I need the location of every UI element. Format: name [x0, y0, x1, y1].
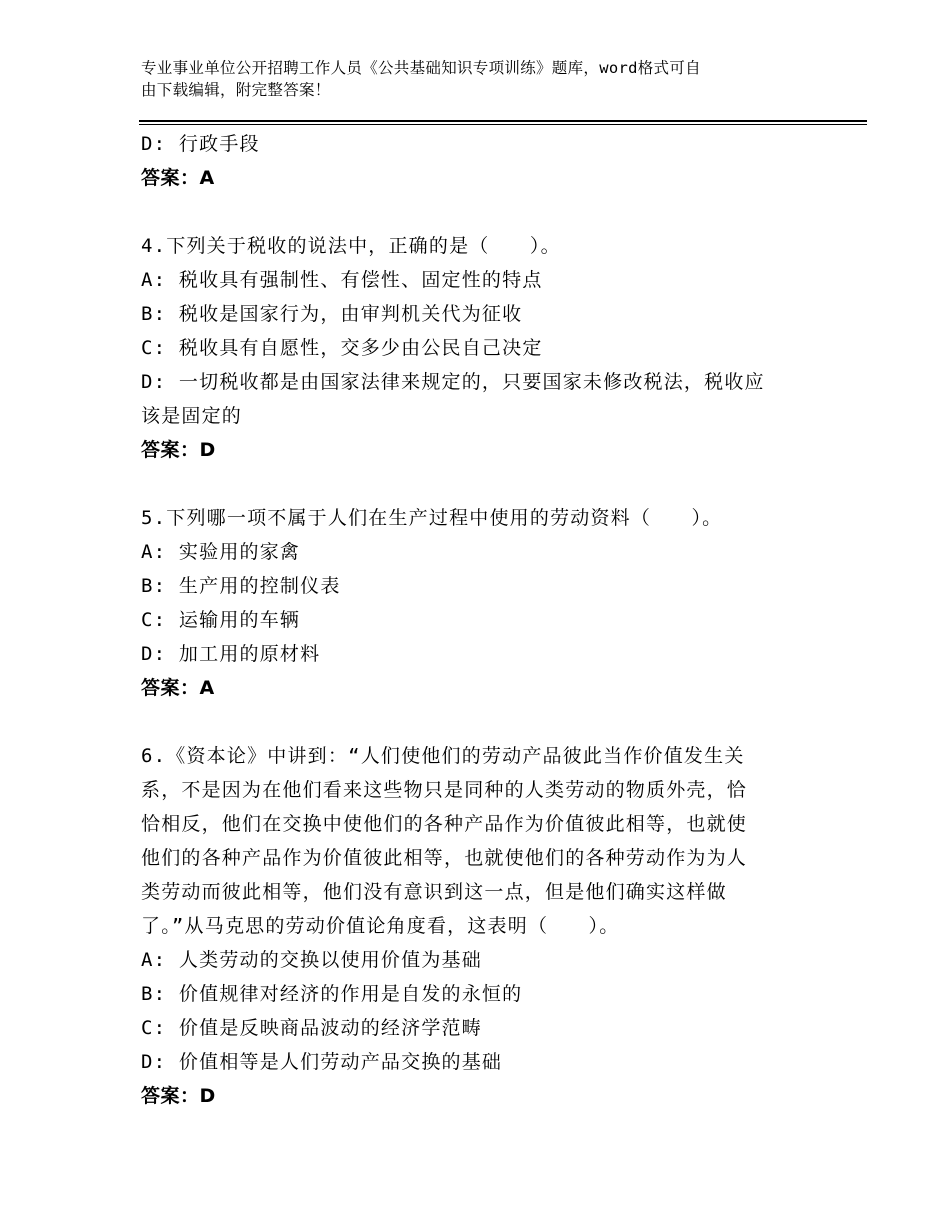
question-stem-line: 了。”从马克思的劳动价值论角度看，这表明（ ）。 — [141, 915, 620, 937]
option-line: C: 运输用的车辆 — [141, 609, 301, 631]
spacer — [141, 195, 821, 229]
answer-label: 答案：D — [141, 439, 216, 461]
question-block — [141, 501, 821, 705]
header-line-2: 由下载编辑，附完整答案！ — [141, 81, 331, 99]
option-line: A: 实验用的家禽 — [141, 541, 301, 563]
option-line: C: 价值是反映商品波动的经济学范畴 — [141, 1017, 482, 1039]
question-stem-line: 6.《资本论》中讲到：“人们使他们的劳动产品彼此当作价值发生关 — [141, 745, 745, 767]
option-line: D: 加工用的原材料 — [141, 643, 321, 665]
option-line: B: 价值规律对经济的作用是自发的永恒的 — [141, 983, 523, 1005]
option-line: D: 价值相等是人们劳动产品交换的基础 — [141, 1051, 503, 1073]
question-stem-line: 类劳动而彼此相等，他们没有意识到这一点，但是他们确实这样做 — [141, 881, 727, 903]
question-stem-line: 恰相反，他们在交换中使他们的各种产品作为价值彼此相等，也就使 — [141, 813, 748, 835]
header-rule-thick — [139, 120, 867, 122]
spacer — [141, 705, 821, 739]
answer-label: 答案：A — [141, 167, 215, 189]
option-line: A: 税收具有强制性、有偿性、固定性的特点 — [141, 269, 543, 291]
question-stem-line: 5.下列哪一项不属于人们在生产过程中使用的劳动资料（ ）。 — [141, 507, 723, 529]
option-line: B: 生产用的控制仪表 — [141, 575, 341, 597]
answer-label: 答案：D — [141, 1085, 216, 1107]
answer-label: 答案：A — [141, 677, 215, 699]
question-stem-line: 系，不是因为在他们看来这些物只是同种的人类劳动的物质外壳，恰 — [141, 779, 748, 801]
question-block — [141, 739, 821, 1113]
question-stem-line: 他们的各种产品作为价值彼此相等，也就使他们的各种劳动作为为人 — [141, 847, 748, 869]
question-block — [141, 229, 821, 467]
header-rule-thin — [139, 124, 867, 125]
option-line: C: 税收具有自愿性，交多少由公民自己决定 — [141, 337, 543, 359]
question-stem-line: 4.下列关于税收的说法中，正确的是（ ）。 — [141, 235, 561, 257]
header-line-1: 专业事业单位公开招聘工作人员《公共基础知识专项训练》题库，word格式可自 — [141, 59, 701, 77]
option-line: 该是固定的 — [141, 405, 243, 427]
option-line: B: 税收是国家行为，由审判机关代为征收 — [141, 303, 523, 325]
page-header — [141, 57, 811, 101]
option-line: D: 一切税收都是由国家法律来规定的，只要国家未修改税法，税收应 — [141, 371, 765, 393]
spacer — [141, 467, 821, 501]
question-list — [141, 127, 821, 1113]
option-line: A: 人类劳动的交换以使用价值为基础 — [141, 949, 482, 971]
questions-container — [141, 229, 821, 1113]
option-d: D: 行政手段 — [141, 133, 260, 155]
